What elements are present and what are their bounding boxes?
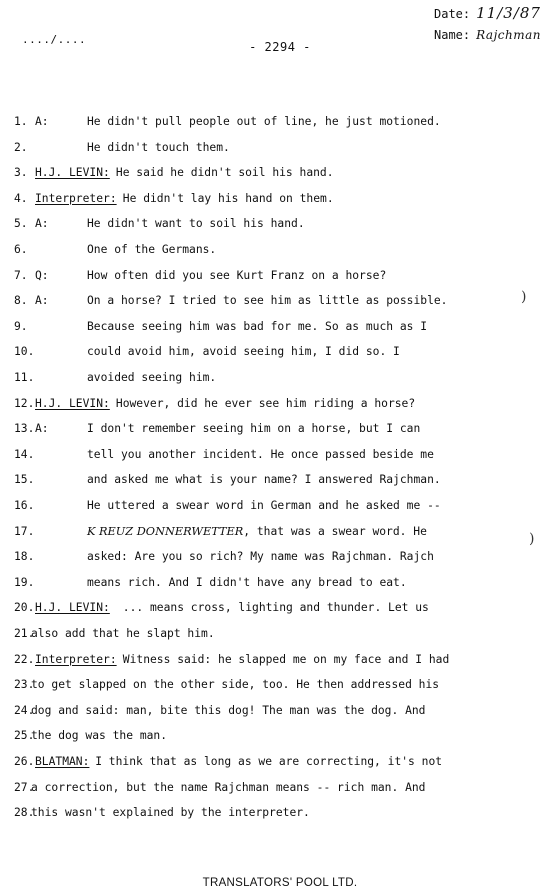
footer-company: TRANSLATORS' POOL LTD.	[202, 877, 358, 889]
line-text: Because seeing him was bad for me. So as much as I	[87, 319, 428, 333]
line-text: asked: Are you so rich? My name was Rajchman. Rajch	[87, 550, 434, 564]
speaker-label: H.J. LEVIN:	[35, 601, 110, 615]
transcript-line	[0, 342, 560, 362]
speaker-label: Interpreter:	[35, 191, 117, 205]
line-text: and asked me what is your name? I answered Rajchman.	[87, 473, 441, 487]
line-text: means rich. And I didn't have any bread to eat.	[87, 575, 407, 589]
page-continuation-marker: ..../....	[22, 33, 87, 46]
name-label: Name:	[434, 28, 471, 42]
line-number: 23.	[14, 678, 35, 692]
line-text: I think that as long as we are correcting, it's not	[95, 755, 443, 768]
transcript-line	[0, 650, 560, 670]
line-text-rest: , that was a swear word. He	[243, 524, 427, 538]
speaker-label: Interpreter:	[35, 652, 117, 666]
line-number: 21.	[14, 627, 35, 640]
transcript-line	[0, 240, 560, 260]
line-number: 17.	[14, 524, 35, 538]
line-text: tell you another incident. He once passed beside me	[87, 447, 434, 461]
name-value: Rajchman	[476, 28, 542, 42]
transcript-line	[0, 752, 560, 772]
line-number: 4.	[14, 191, 28, 205]
line-number: 1.	[14, 115, 28, 128]
speaker-label: A:	[35, 294, 49, 308]
line-number: 11.	[14, 371, 35, 384]
speaker-label: BLATMAN:	[35, 755, 90, 768]
page-number: - 2294 -	[249, 40, 311, 54]
line-text: One of the Germans.	[87, 243, 217, 256]
line-text: He didn't want to soil his hand.	[87, 217, 305, 231]
line-number: 20.	[14, 601, 35, 615]
transcript-line	[0, 573, 560, 593]
margin-mark: )	[529, 531, 535, 547]
line-number: 13.	[14, 422, 35, 436]
margin-mark: )	[521, 289, 527, 305]
speaker-label: H.J. LEVIN:	[35, 166, 110, 180]
transcript-line	[0, 419, 560, 439]
line-number: 26.	[14, 755, 35, 768]
transcript-line	[0, 675, 560, 695]
line-text: He uttered a swear word in German and he asked me --	[87, 499, 441, 512]
line-text: He didn't touch them.	[87, 140, 230, 154]
transcript-line	[0, 317, 560, 337]
line-text: On a horse? I tried to see him as little as possible.	[87, 294, 448, 308]
transcript-line	[0, 470, 560, 490]
date-label: Date:	[434, 7, 471, 21]
line-number: 7.	[14, 268, 28, 282]
name-stamp	[434, 28, 541, 42]
line-number: 22.	[14, 652, 35, 666]
line-number: 25.	[14, 729, 35, 743]
line-number: 19.	[14, 575, 35, 589]
line-text: the dog was the man.	[31, 729, 168, 743]
speaker-label: A:	[35, 217, 49, 231]
transcript-line	[0, 266, 560, 286]
line-text: ... means cross, lighting and thunder. Let us	[122, 601, 429, 615]
line-text: dog and said: man, bite this dog! The man was the dog. And	[31, 703, 426, 717]
transcript-line	[0, 496, 560, 516]
line-number: 12.	[14, 396, 35, 410]
transcript-line	[0, 598, 560, 618]
line-number: 14.	[14, 447, 35, 461]
line-text: this wasn't explained by the interpreter.	[31, 806, 310, 820]
line-text: a correction, but the name Rajchman means -- rich man. And	[31, 780, 426, 794]
line-text: He didn't lay his hand on them.	[122, 191, 334, 205]
date-value: 11/3/87	[476, 4, 541, 22]
date-stamp	[434, 4, 541, 22]
speaker-label: H.J. LEVIN:	[35, 396, 110, 410]
line-text: Witness said: he slapped me on my face and I had	[122, 652, 450, 666]
line-text: He didn't pull people out of line, he just motioned.	[87, 115, 441, 128]
line-text: However, did he ever see him riding a horse?	[115, 396, 416, 410]
line-text: avoided seeing him.	[87, 371, 217, 384]
transcript-line	[0, 547, 560, 567]
line-number: 8.	[14, 294, 28, 308]
line-number: 2.	[14, 140, 28, 154]
transcript-line	[0, 112, 560, 132]
transcript-line	[0, 368, 560, 388]
line-text	[87, 522, 427, 542]
line-number: 15.	[14, 473, 35, 487]
line-text: I don't remember seeing him on a horse, but I can	[87, 422, 421, 436]
handwritten-insert: K REUZ DONNERWETTER	[87, 524, 244, 538]
line-text: He said he didn't soil his hand.	[115, 166, 334, 180]
line-text: could avoid him, avoid seeing him, I did so. I	[87, 345, 400, 359]
transcript-line	[0, 138, 560, 158]
transcript-line	[0, 522, 560, 542]
transcript-line	[0, 701, 560, 721]
transcript-line	[0, 726, 560, 746]
line-text: to get slapped on the other side, too. He then addressed his	[31, 678, 440, 692]
line-number: 6.	[14, 243, 28, 256]
transcript-line	[0, 189, 560, 209]
transcript-line	[0, 624, 560, 644]
transcript-line	[0, 291, 560, 311]
transcript-line	[0, 445, 560, 465]
transcript-line	[0, 163, 560, 183]
transcript-line	[0, 778, 560, 798]
line-number: 5.	[14, 217, 28, 231]
line-text: also add that he slapt him.	[31, 627, 215, 640]
line-number: 10.	[14, 345, 35, 359]
line-number: 27.	[14, 780, 35, 794]
transcript-line	[0, 214, 560, 234]
speaker-label: A:	[35, 115, 49, 128]
speaker-label: Q:	[35, 268, 49, 282]
line-number: 28.	[14, 806, 35, 820]
line-number: 24.	[14, 703, 35, 717]
line-number: 3.	[14, 166, 28, 180]
line-number: 9.	[14, 319, 28, 333]
transcript-line	[0, 803, 560, 823]
speaker-label: A:	[35, 422, 49, 436]
line-text: How often did you see Kurt Franz on a horse?	[87, 268, 387, 282]
line-number: 18.	[14, 550, 35, 564]
transcript-line	[0, 394, 560, 414]
line-number: 16.	[14, 499, 35, 512]
